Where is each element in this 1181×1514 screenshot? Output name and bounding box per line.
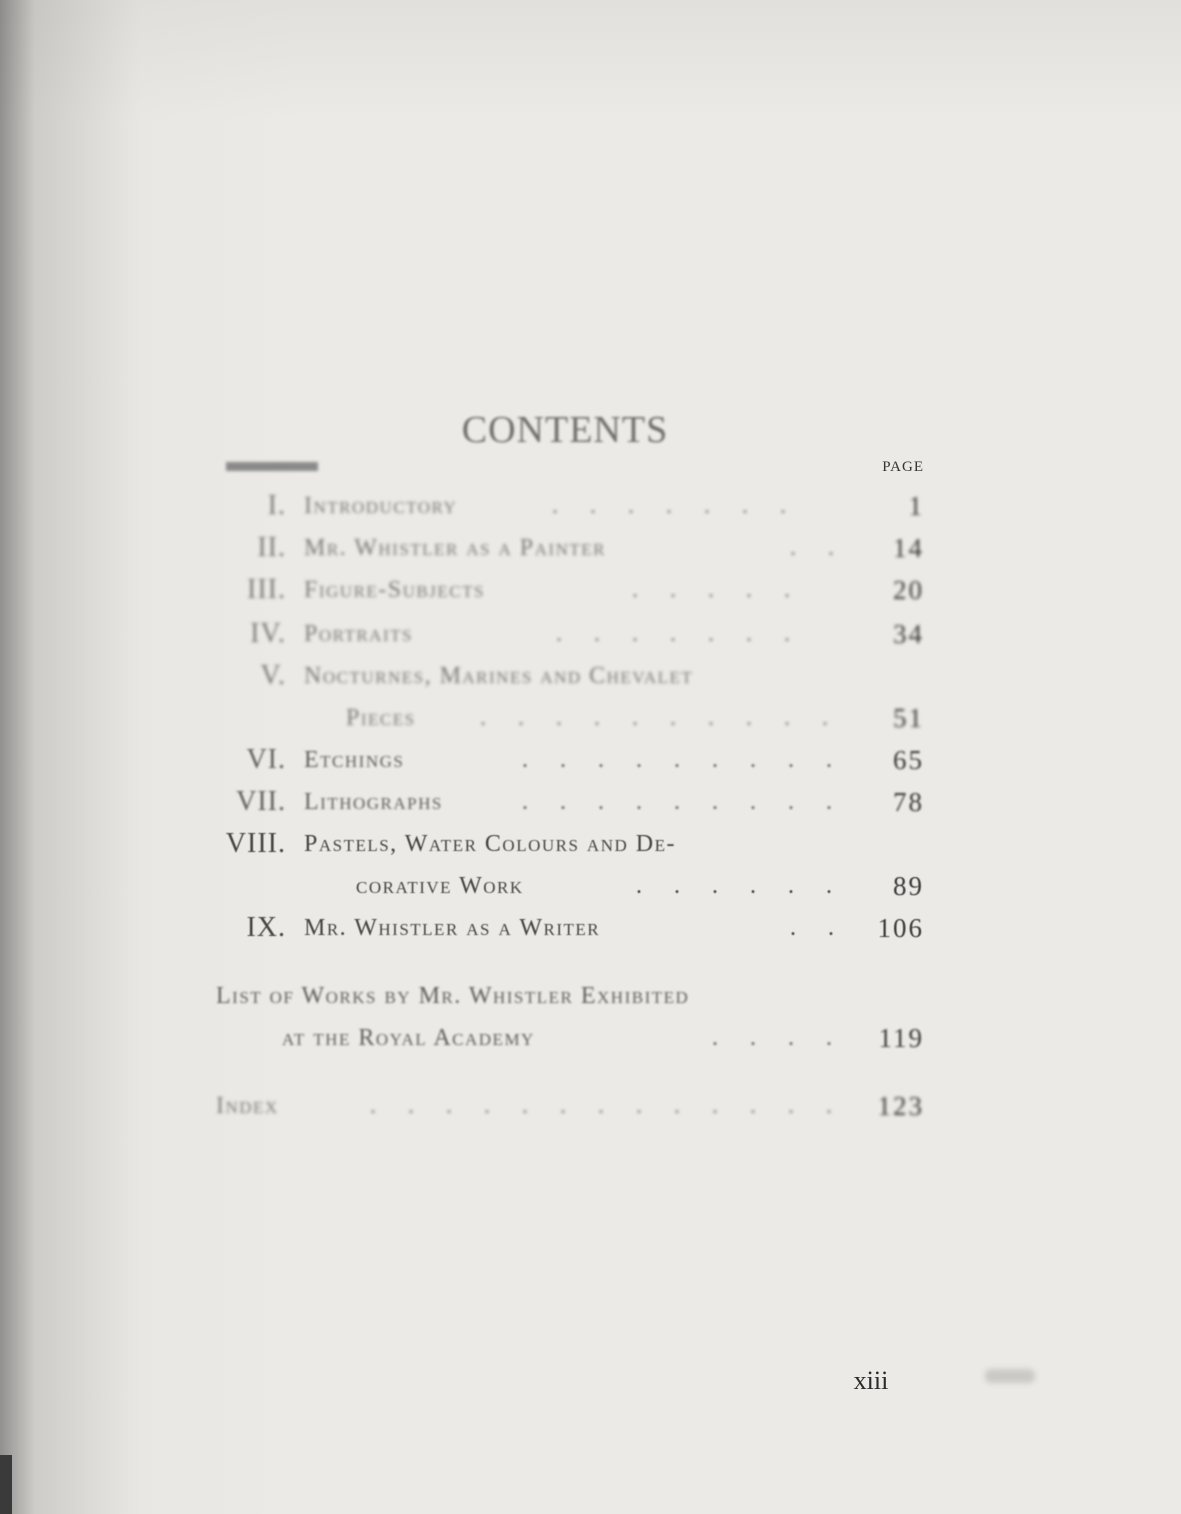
toc-chapter-number: II.: [257, 532, 286, 563]
toc-entry: [0, 824, 1181, 864]
toc-entry: [0, 976, 1181, 1016]
toc-chapter-number: VIII.: [225, 828, 286, 859]
toc-entry-label: Nocturnes, Marines and Chevalet: [304, 663, 694, 689]
toc-page-number: 123: [877, 1091, 924, 1121]
toc-chapter-number: IX.: [246, 912, 286, 943]
toc-entry: [0, 782, 1181, 822]
toc-chapter-number: V.: [260, 660, 286, 691]
toc-leader-dots: . . . . . . . . .: [522, 747, 832, 773]
toc-leader-dots: . . . .: [712, 1025, 832, 1051]
page-column-header: PAGE: [882, 459, 924, 475]
toc-leader-dots: . . . . . . .: [556, 621, 790, 647]
toc-entry: [0, 740, 1181, 780]
toc-leader-dots: . . . . . .: [636, 873, 832, 899]
toc-leader-dots: . . . . . . . . . .: [480, 705, 828, 731]
toc-entry-label: Portraits: [304, 621, 413, 647]
toc-entry-label: Etchings: [304, 747, 405, 773]
toc-entry: [0, 1018, 1181, 1058]
toc-entry-label: Lithographs: [304, 789, 443, 815]
page-title: CONTENTS: [461, 409, 669, 451]
toc-page-number: 65: [893, 745, 924, 775]
toc-page-number: 20: [893, 575, 924, 605]
toc-page-number: 1: [908, 491, 924, 521]
toc-entry-label: Index: [216, 1093, 279, 1119]
toc-entry: [0, 908, 1181, 948]
smudge-mark: [985, 1369, 1035, 1383]
toc-leader-dots: . . . . .: [632, 577, 790, 603]
toc-entry-label: at the Royal Academy: [282, 1025, 535, 1051]
toc-entry: [0, 656, 1181, 696]
toc-entry-label: Figure-Subjects: [304, 577, 485, 603]
toc-entry-label: Mr. Whistler as a Painter: [304, 535, 606, 561]
toc-entry: [0, 486, 1181, 526]
toc-leader-dots: . . . . . . .: [552, 493, 786, 519]
toc-page-number: 89: [893, 871, 924, 901]
toc-page-number: 78: [893, 787, 924, 817]
toc-entry-label: Introductory: [304, 493, 458, 519]
chapter-column-header: [226, 462, 318, 471]
toc-entry: [0, 614, 1181, 654]
toc-chapter-number: VI.: [246, 744, 286, 775]
toc-entry: [0, 570, 1181, 610]
toc-entry: [0, 866, 1181, 906]
toc-chapter-number: IV.: [250, 618, 286, 649]
toc-entry: [0, 528, 1181, 568]
toc-entry-label: List of Works by Mr. Whistler Exhibited: [216, 983, 690, 1009]
toc-entry-label: Mr. Whistler as a Writer: [304, 915, 601, 941]
toc-entry: [0, 1086, 1181, 1126]
toc-chapter-number: VII.: [236, 786, 286, 817]
toc-page-number: 14: [893, 533, 924, 563]
toc-page-number: 34: [893, 619, 924, 649]
toc-entry-label: Pastels, Water Colours and De-: [304, 831, 676, 857]
page-folio-number: xiii: [853, 1366, 889, 1395]
toc-entry-label: Pieces: [346, 705, 416, 731]
toc-leader-dots: . .: [790, 535, 834, 561]
toc-page-number: 51: [893, 703, 924, 733]
binding-shadow: [0, 1455, 12, 1514]
toc-chapter-number: III.: [247, 574, 286, 605]
toc-entry-label: corative Work: [356, 873, 524, 899]
toc-entry: [0, 698, 1181, 738]
toc-leader-dots: . . . . . . . . .: [522, 789, 832, 815]
toc-page-number: 119: [878, 1023, 924, 1053]
toc-leader-dots: . .: [790, 915, 834, 941]
toc-leader-dots: . . . . . . . . . . . . .: [370, 1093, 832, 1119]
toc-chapter-number: I.: [267, 490, 286, 521]
toc-page-number: 106: [877, 913, 924, 943]
